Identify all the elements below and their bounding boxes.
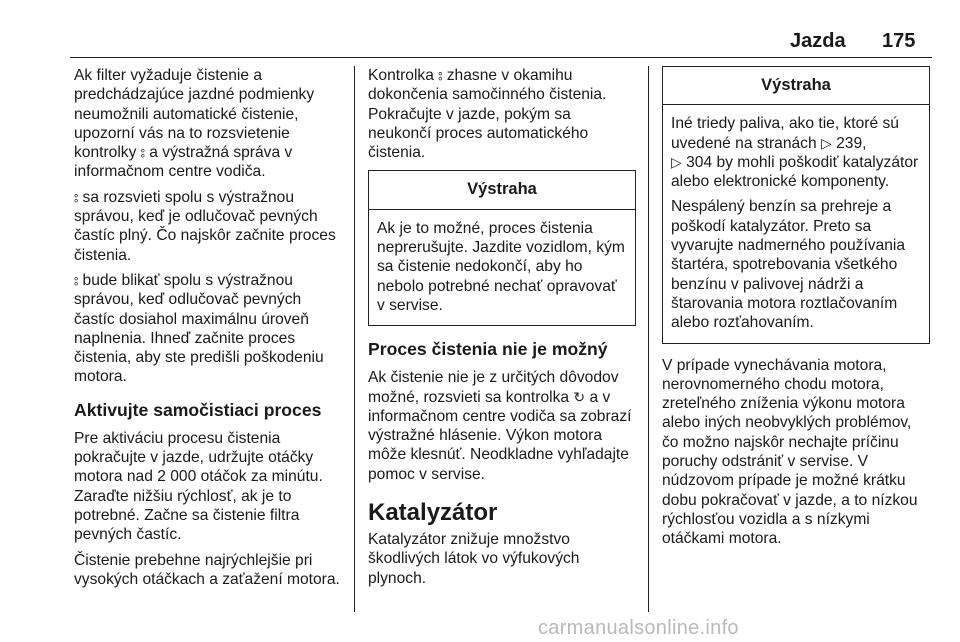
- paragraph: Pre aktiváciu procesu čistenia pokračujte v jazde, udržujte otáčky motora nad 2 000 otáčok za minútu. Zaraďte nižšiu rýchlosť, ak je to potrebné. Začne sa čistenie filtra pevných častíc.: [74, 429, 323, 544]
- warning-text: Nespálený benzín sa prehreje a poškodí katalyzátor. Preto sa vyvarujte nadmerného používania štartéra, spotrebovania všetkého benzínu v palivovej nádrži a štarovania motora roztlačovaním alebo rozťahovaním.: [671, 198, 906, 332]
- header-rule: [70, 57, 932, 58]
- dpf-warning-icon: ⦂: [140, 144, 145, 161]
- reference-arrow-icon: ▷: [671, 153, 682, 170]
- paragraph: ⦂ bude blikať spolu s výstražnou správou, keď odlučovač pevných častíc dosiahol maximálnu úroveň naplnenia. Ihneď začnite proces čistenia, aby ste predišli poškodeniu motora.: [74, 271, 324, 386]
- paragraph: V prípade vynechávania motora, nerovnomerného chodu motora, zreteľného zníženia výkonu motora alebo iných neobvyklých problémov, čo možno najskôr nechajte príčinu poruchy odstrániť v servise. V núdzovom prípade je možné krátku dobu pokračovať v jazde, a to nízkou rýchlosťou vozidla a s nízkymi otáčkami motora.: [662, 356, 918, 548]
- subheading: Aktivujte samočistiaci proces: [74, 399, 322, 420]
- warning-title: Výstraha: [663, 67, 929, 105]
- section-title: Jazda: [790, 30, 846, 52]
- warning-title: Výstraha: [369, 171, 635, 209]
- reference-arrow-icon: ▷: [820, 134, 832, 151]
- page-number: 175: [882, 30, 916, 52]
- dpf-warning-icon: ⦂: [438, 67, 443, 83]
- preheat-coil-icon: ↻: [573, 388, 586, 405]
- dpf-warning-icon: ⦂: [74, 188, 79, 205]
- column-divider: [648, 66, 649, 612]
- paragraph: Ak čistenie nie je z určitých dôvodov možné, rozsvieti sa kontrolka ↻ a v informačnom centre vodiča sa zobrazí výstražné hlásenie. Výkon motora môže klesnúť. Neodkladne vyhľadajte pomoc v servise.: [368, 369, 632, 483]
- column-2: [368, 66, 638, 594]
- column-1: [74, 66, 344, 595]
- section-heading: Katalyzátor: [368, 499, 498, 527]
- warning-text: Iné triedy paliva, ako tie, ktoré sú uvedené na stranách ▷ 239, ▷ 304 by mohli poškodiť katalyzátor alebo elektronické komponenty.: [671, 115, 919, 191]
- watermark: carmanualsonline.info: [538, 617, 739, 639]
- subheading: Proces čistenia nie je možný: [368, 339, 608, 360]
- paragraph: ⦂ sa rozsvieti spolu s výstražnou správou, keď je odlučovač pevných častíc plný. Čo najskôr začnite proces čistenia.: [74, 188, 336, 264]
- column-divider: [354, 66, 355, 612]
- column-3: [662, 66, 932, 555]
- page-header: [0, 0, 960, 58]
- paragraph: Čistenie prebehne najrýchlejšie pri vysokých otáčkach a zaťažení motora.: [74, 551, 340, 588]
- paragraph: Kontrolka ⦂ zhasne v okamihu dokončenia samočinného čistenia. Pokračujte v jazde, pokým sa neukončí proces automatického čistenia.: [368, 67, 607, 162]
- paragraph: Katalyzátor znižuje množstvo škodlivých látok vo výfukových plynoch.: [368, 531, 580, 587]
- warning-box: [368, 170, 636, 326]
- warning-text: Ak je to možné, proces čistenia neprerušujte. Jazdite vozidlom, kým sa čistenie nedokončí, aby ho nebolo potrebné nechať opravovať v servise.: [377, 219, 625, 314]
- warning-box: [662, 66, 930, 344]
- paragraph: Ak filter vyžaduje čistenie a predchádzajúce jazdné podmienky neumožnili automatické čistenie, upozorní vás na to rozsvietenie kontrolky ⦂ a výstražná správa v informačnom centre vodiča.: [74, 67, 315, 181]
- dpf-warning-icon: ⦂: [74, 271, 79, 288]
